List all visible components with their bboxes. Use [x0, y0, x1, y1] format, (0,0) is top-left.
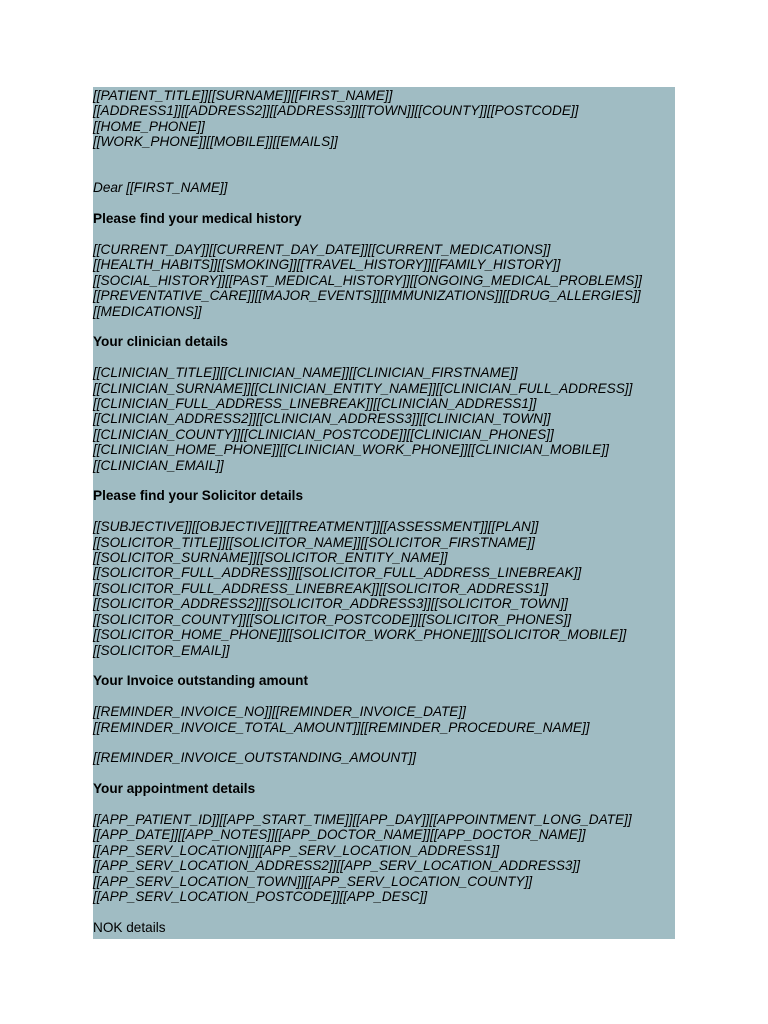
medical-line: [[HEALTH_HABITS]][[SMOKING]][[TRAVEL_HISTORY]][[FAMILY_HISTORY]] — [93, 257, 561, 273]
solicitor-line: [[SOLICITOR_ADDRESS2]][[SOLICITOR_ADDRESS3]][[SOLICITOR_TOWN]] — [93, 596, 568, 612]
solicitor-line: [[SOLICITOR_COUNTY]][[SOLICITOR_POSTCODE]][[SOLICITOR_PHONES]] — [93, 611, 572, 627]
solicitor-line: [[SOLICITOR_FULL_ADDRESS_LINEBREAK]][[SOLICITOR_ADDRESS1]] — [93, 580, 549, 596]
greeting: Dear [[FIRST_NAME]] — [93, 180, 228, 196]
invoice-line: [[REMINDER_INVOICE_TOTAL_AMOUNT]][[REMINDER_PROCEDURE_NAME]] — [93, 719, 590, 735]
solicitor-line: [[SOLICITOR_TITLE]][[SOLICITOR_NAME]][[SOLICITOR_FIRSTNAME]] — [93, 534, 535, 550]
patient-contact-line: [[WORK_PHONE]][[MOBILE]][[EMAILS]] — [93, 134, 338, 150]
medical-history-heading: Please find your medical history — [93, 211, 302, 227]
clinician-line: [[CLINICIAN_TITLE]][[CLINICIAN_NAME]][[CLINICIAN_FIRSTNAME]] — [93, 365, 518, 381]
invoice-outstanding-line: [[REMINDER_INVOICE_OUTSTANDING_AMOUNT]] — [93, 750, 417, 766]
patient-address-line: [[ADDRESS1]][[ADDRESS2]][[ADDRESS3]][[TOWN]][[COUNTY]][[POSTCODE]] — [93, 103, 579, 119]
solicitor-line: [[SOLICITOR_SURNAME]][[SOLICITOR_ENTITY_NAME]] — [93, 550, 448, 566]
invoice-line: [[REMINDER_INVOICE_NO]][[REMINDER_INVOICE_DATE]] — [93, 704, 466, 720]
solicitor-line: [[SUBJECTIVE]][[OBJECTIVE]][[TREATMENT]][[ASSESSMENT]][[PLAN]] — [93, 519, 539, 535]
appointment-heading: Your appointment details — [93, 781, 256, 797]
appointment-line: [[APP_SERV_LOCATION]][[APP_SERV_LOCATION_ADDRESS1]] — [93, 842, 500, 858]
clinician-line: [[CLINICIAN_EMAIL]] — [93, 457, 224, 473]
medical-line: [[MEDICATIONS]] — [93, 303, 202, 319]
solicitor-line: [[SOLICITOR_EMAIL]] — [93, 642, 230, 658]
appointment-line: [[APP_SERV_LOCATION_TOWN]][[APP_SERV_LOCATION_COUNTY]] — [93, 873, 533, 889]
letter-template-body — [93, 87, 675, 939]
solicitor-line: [[SOLICITOR_FULL_ADDRESS]][[SOLICITOR_FULL_ADDRESS_LINEBREAK]] — [93, 565, 582, 581]
clinician-line: [[CLINICIAN_HOME_PHONE]][[CLINICIAN_WORK_PHONE]][[CLINICIAN_MOBILE]] — [93, 442, 609, 458]
clinician-line: [[CLINICIAN_FULL_ADDRESS_LINEBREAK]][[CLINICIAN_ADDRESS1]] — [93, 396, 537, 412]
patient-name-line: [[PATIENT_TITLE]][[SURNAME]][[FIRST_NAME]] — [93, 88, 393, 103]
clinician-line: [[CLINICIAN_ADDRESS2]][[CLINICIAN_ADDRESS3]][[CLINICIAN_TOWN]] — [93, 411, 551, 427]
patient-home-phone-line: [[HOME_PHONE]] — [93, 118, 205, 134]
invoice-heading: Your Invoice outstanding amount — [93, 673, 308, 689]
solicitor-heading: Please find your Solicitor details — [93, 488, 304, 504]
medical-line: [[CURRENT_DAY]][[CURRENT_DAY_DATE]][[CURRENT_MEDICATIONS]] — [93, 242, 551, 257]
clinician-line: [[CLINICIAN_SURNAME]][[CLINICIAN_ENTITY_NAME]][[CLINICIAN_FULL_ADDRESS]] — [93, 380, 633, 396]
medical-line: [[SOCIAL_HISTORY]][[PAST_MEDICAL_HISTORY]][[ONGOING_MEDICAL_PROBLEMS]] — [93, 272, 642, 288]
appointment-line: [[APP_PATIENT_ID]][[APP_START_TIME]][[APP_DAY]][[APPOINTMENT_LONG_DATE]] — [93, 811, 632, 827]
medical-line: [[PREVENTATIVE_CARE]][[MAJOR_EVENTS]][[IMMUNIZATIONS]][[DRUG_ALLERGIES]] — [93, 288, 641, 304]
appointment-line: [[APP_SERV_LOCATION_POSTCODE]][[APP_DESC]] — [93, 888, 428, 904]
appointment-line: [[APP_DATE]][[APP_NOTES]][[APP_DOCTOR_NAME]][[APP_DOCTOR_NAME]] — [93, 827, 586, 843]
solicitor-line: [[SOLICITOR_HOME_PHONE]][[SOLICITOR_WORK_PHONE]][[SOLICITOR_MOBILE]] — [93, 627, 627, 643]
clinician-line: [[CLINICIAN_COUNTY]][[CLINICIAN_POSTCODE]][[CLINICIAN_PHONES]] — [93, 426, 554, 442]
appointment-line: [[APP_SERV_LOCATION_ADDRESS2]][[APP_SERV_LOCATION_ADDRESS3]] — [93, 858, 581, 874]
clinician-heading: Your clinician details — [93, 334, 228, 350]
nok-details-label: NOK details — [93, 919, 166, 935]
